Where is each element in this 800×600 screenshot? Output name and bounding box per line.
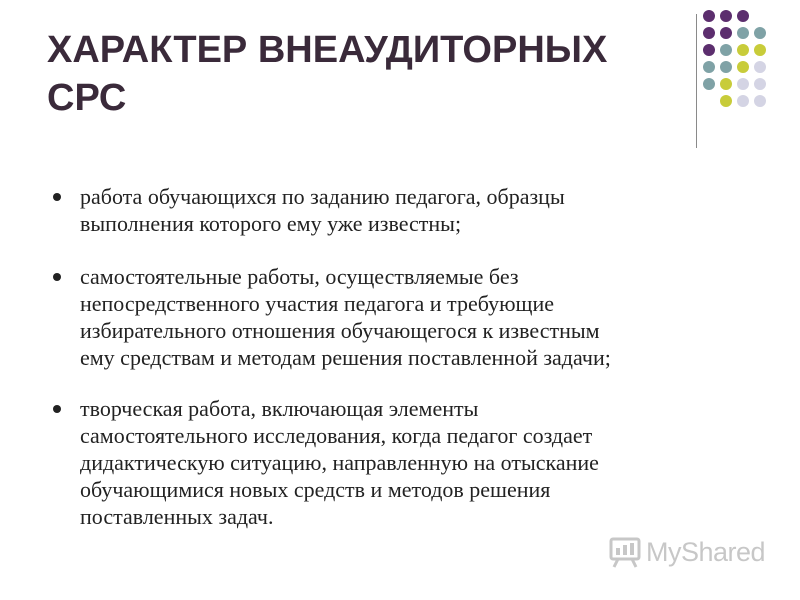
presentation-board-icon [608,535,642,569]
decorative-dot [737,95,749,107]
decorative-dot [754,61,766,73]
vertical-divider [696,14,697,148]
bullet-line: поставленных задач. [80,504,274,529]
bullet-line: самостоятельные работы, осуществляемые без [80,264,519,289]
decorative-dot-grid [703,10,779,128]
bullet-line: выполнения которого ему уже известны; [80,211,462,236]
watermark-text: MyShared [646,536,766,567]
bullet-line: самостоятельного исследования, когда педагог создает [80,423,593,448]
bullet-line: обучающимися новых средств и методов решения [80,477,551,502]
bullet-line: работа обучающихся по заданию педагога, образцы [80,184,565,209]
decorative-dot [737,27,749,39]
decorative-dot [737,61,749,73]
decorative-dot [754,78,766,90]
decorative-dot [737,44,749,56]
decorative-dot [720,61,732,73]
decorative-dot [720,95,732,107]
decorative-dot [720,27,732,39]
decorative-dot [720,78,732,90]
bullet-item-2 [50,263,740,371]
bullet-line: избирательного отношения обучающегося к известным [80,318,600,343]
decorative-dot [703,10,715,22]
decorative-dot [720,10,732,22]
decorative-dot [754,95,766,107]
decorative-dot [703,61,715,73]
bullet-dot-icon [53,405,61,413]
decorative-dot [737,78,749,90]
decorative-dot [737,10,749,22]
bullet-line: творческая работа, включающая элементы [80,396,479,421]
decorative-dot [703,78,715,90]
slide-title-line-2: СРС [47,77,127,119]
bullet-line: дидактическую ситуацию, направленную на отыскание [80,450,599,475]
slide-title [47,26,667,122]
decorative-dot [754,27,766,39]
bullet-line: непосредственного участия педагога и требующие [80,291,554,316]
bullet-dot-icon [53,273,61,281]
bullet-item-3 [50,395,740,530]
bullet-list [50,183,740,556]
decorative-dot [703,44,715,56]
decorative-dot [703,27,715,39]
decorative-dot [754,44,766,56]
bullet-item-1 [50,183,740,237]
bullet-line: ему средствам и методам решения поставленной задачи; [80,345,611,370]
myshared-watermark[interactable] [608,534,765,570]
decorative-dot [720,44,732,56]
bullet-dot-icon [53,193,61,201]
slide-title-line-1: ХАРАКТЕР ВНЕАУДИТОРНЫХ [47,29,608,71]
